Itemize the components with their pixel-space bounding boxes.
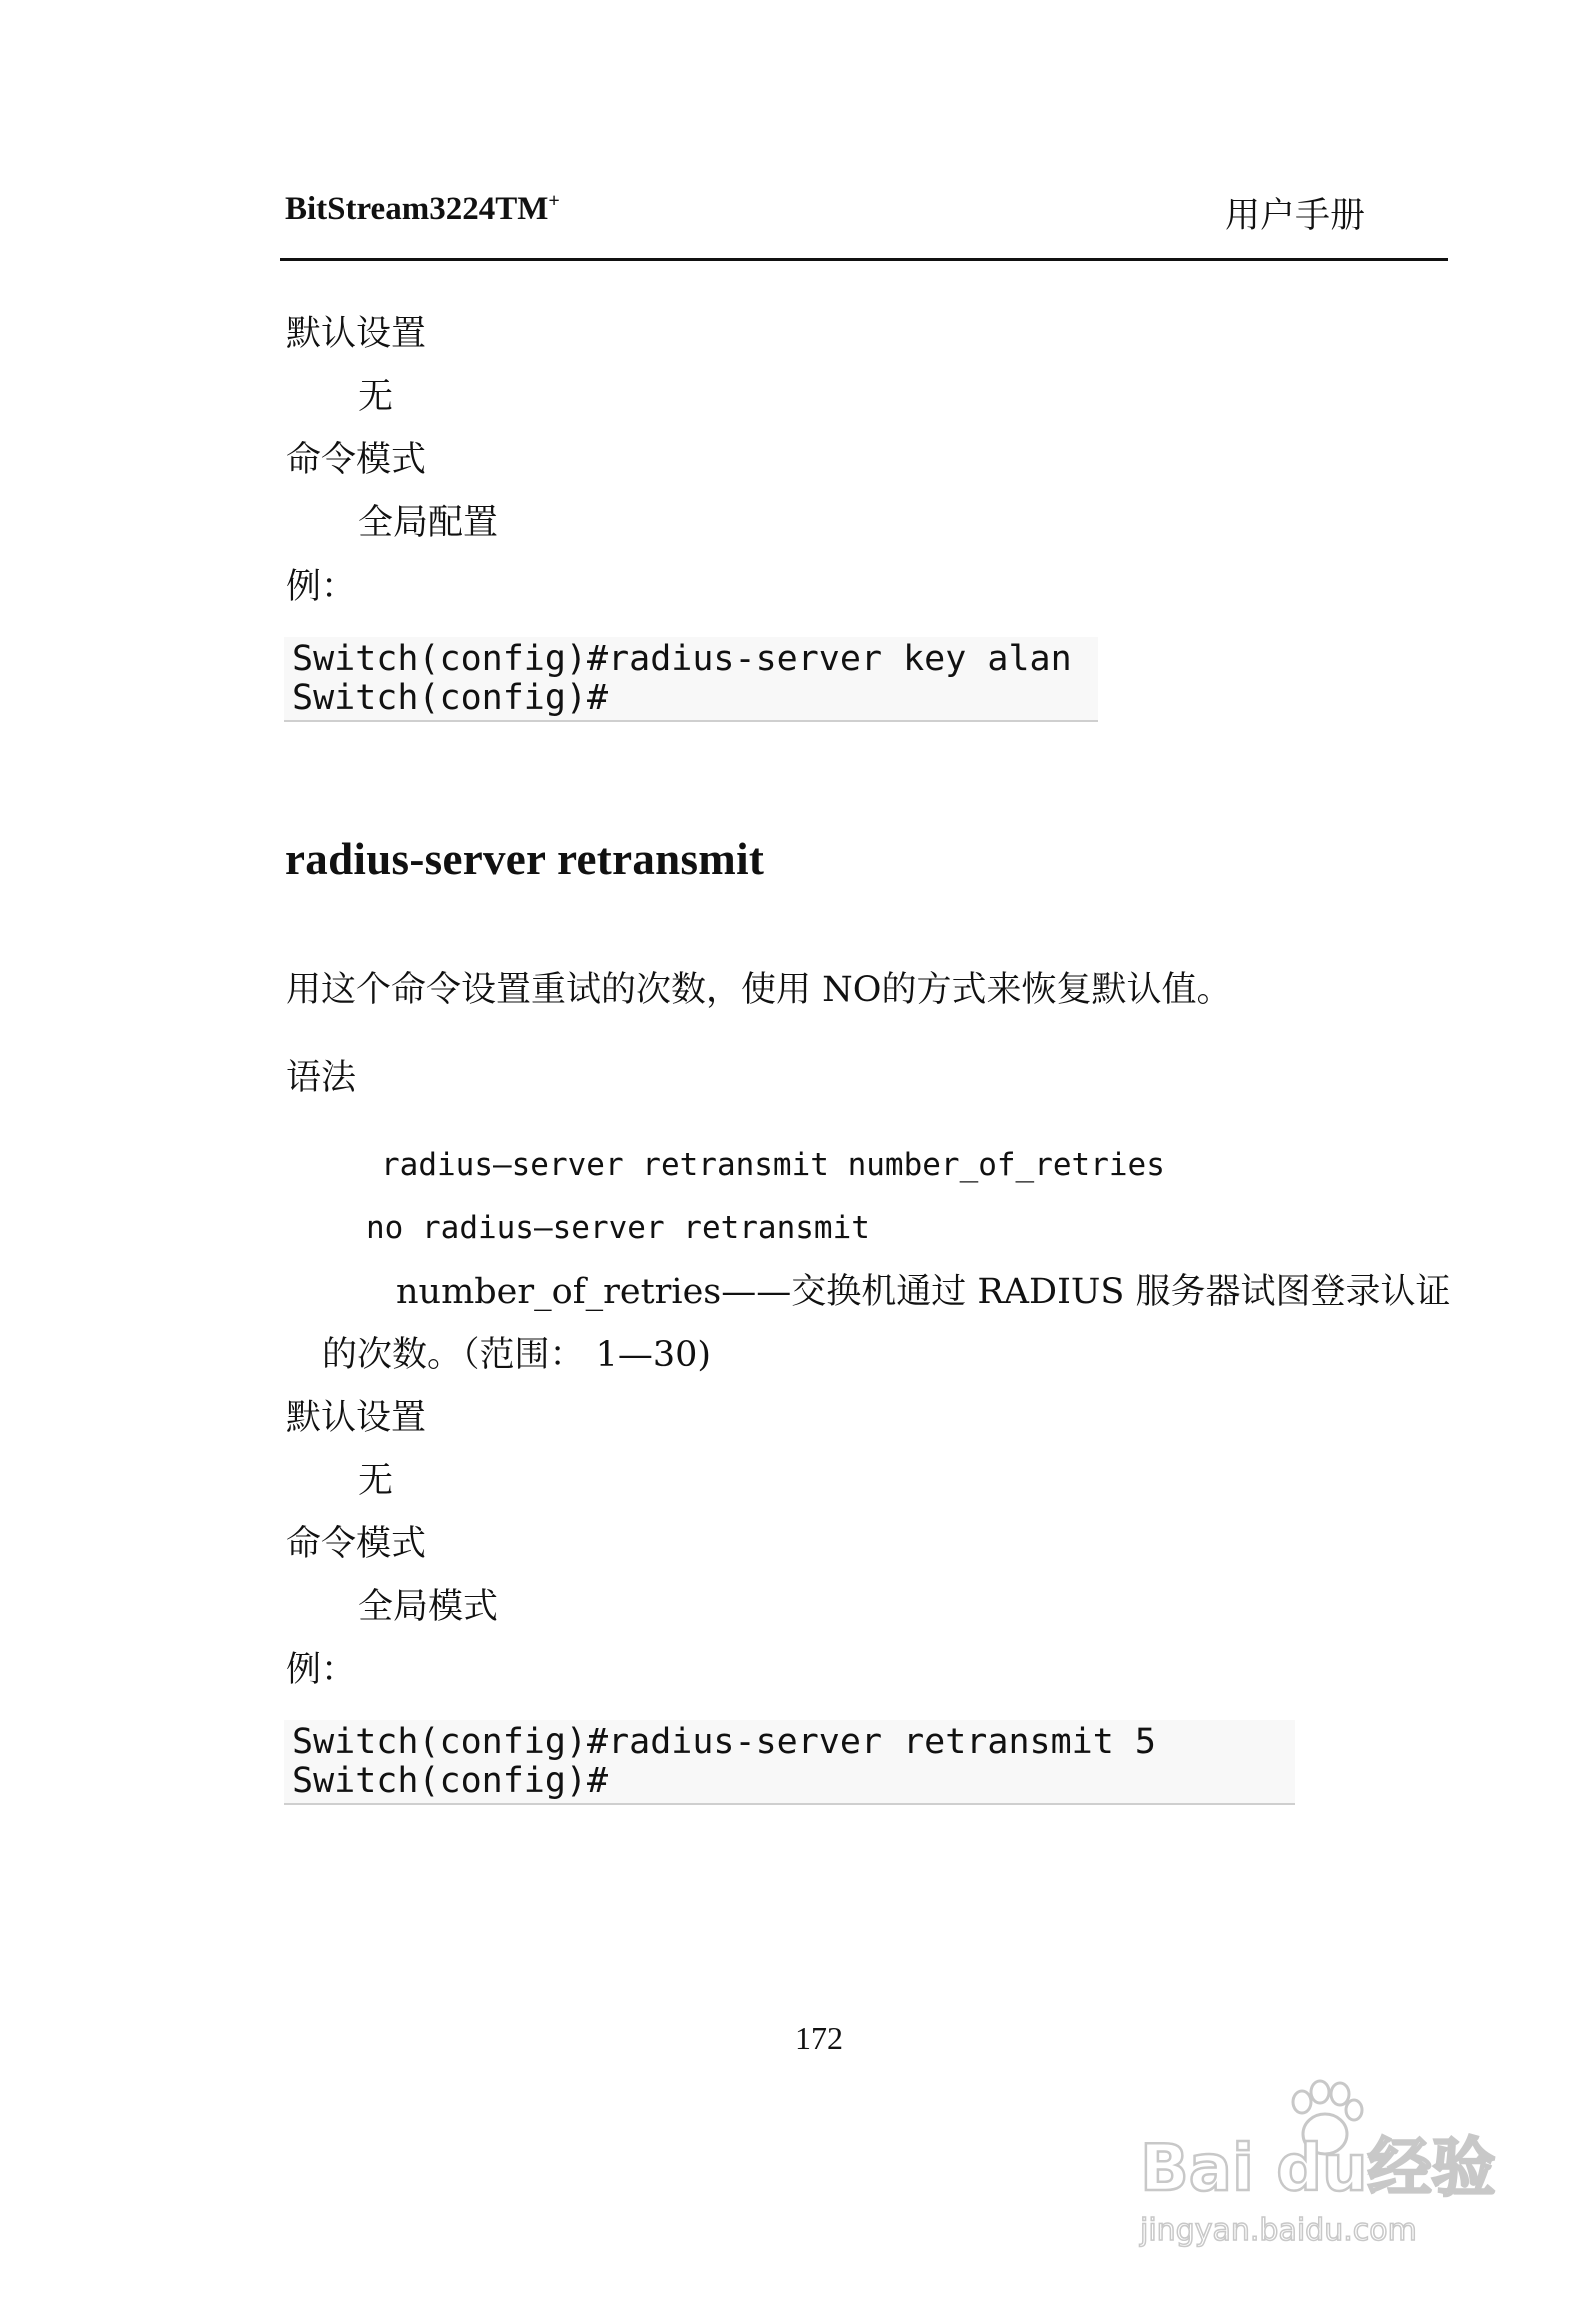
code-line: Switch(config)#radius-server key alan	[292, 639, 1072, 679]
command-mode-label: 命令模式	[286, 440, 427, 480]
default-setting-label: 默认设置	[286, 1398, 427, 1438]
code-line: Switch(config)#radius-server retransmit 5	[292, 1722, 1156, 1762]
example-label: 例：	[286, 567, 357, 607]
default-setting-value: 无	[358, 377, 394, 417]
command-mode-value: 全局配置	[358, 503, 499, 543]
header-product: BitStream3224TM+	[285, 190, 560, 227]
default-setting-label: 默认设置	[286, 314, 427, 354]
code-line: Switch(config)#	[292, 1761, 609, 1801]
watermark-brand: Bai du经验	[1140, 2132, 1496, 2206]
syntax-line: radius—server retransmit number_of_retries	[381, 1147, 1165, 1183]
code-line: Switch(config)#	[292, 678, 609, 718]
code-example-1	[284, 637, 1098, 722]
syntax-label: 语法	[286, 1058, 357, 1098]
header-rule	[280, 258, 1448, 261]
code-example-2	[284, 1720, 1295, 1805]
parameter-description: number_of_retries——交换机通过 RADIUS 服务器试图登录认证	[396, 1272, 1451, 1312]
parameter-description-cont: 的次数。（范围： 1—30)	[322, 1335, 712, 1375]
watermark-url: jingyan.baidu.com	[1140, 2213, 1417, 2248]
header-manual-title: 用户手册	[1225, 196, 1366, 236]
section-description: 用这个命令设置重试的次数，使用 NO的方式来恢复默认值。	[286, 970, 1232, 1010]
baidu-jingyan-watermark	[1130, 2072, 1510, 2262]
page-number: 172	[795, 2020, 843, 2056]
syntax-line: no radius—server retransmit	[366, 1210, 870, 1246]
section-title: radius-server retransmit	[285, 834, 765, 884]
example-label: 例：	[286, 1650, 357, 1690]
header-product-sup: +	[548, 190, 560, 212]
command-mode-value: 全局模式	[358, 1587, 499, 1627]
command-mode-label: 命令模式	[286, 1524, 427, 1564]
default-setting-value: 无	[358, 1461, 394, 1501]
